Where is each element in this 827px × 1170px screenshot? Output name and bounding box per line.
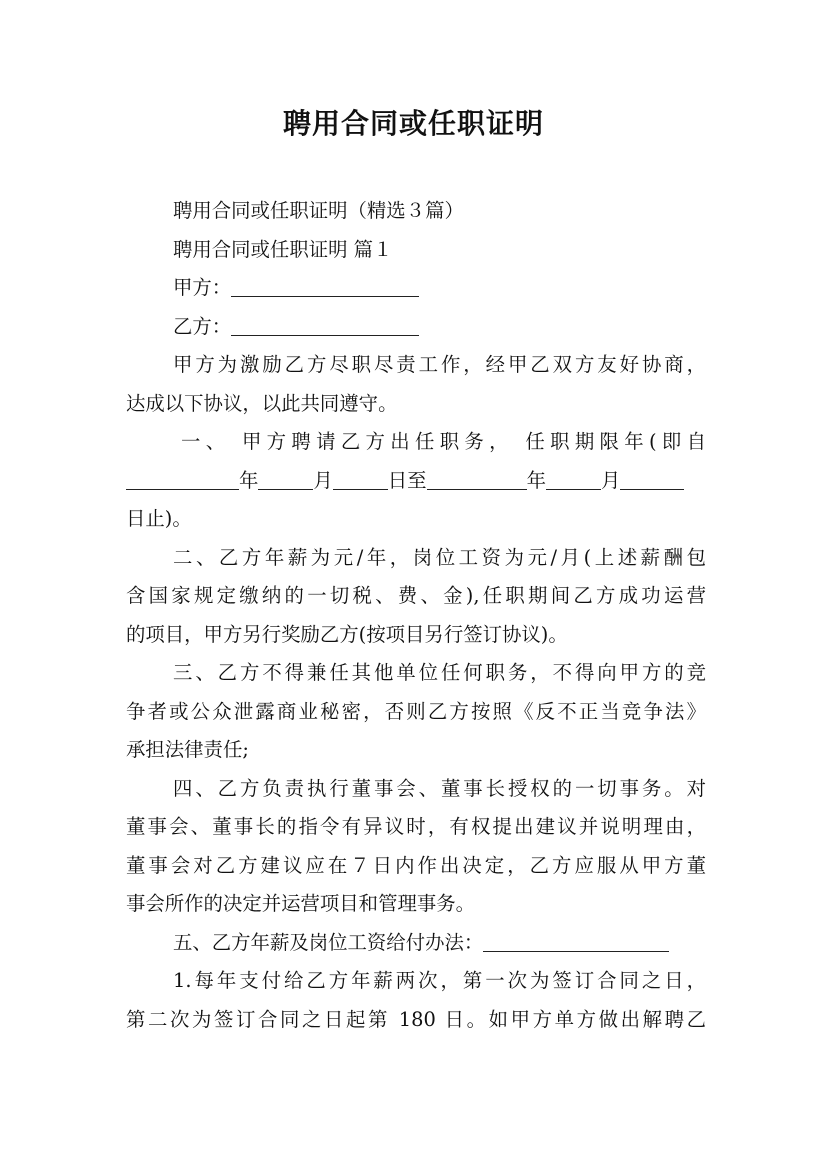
paragraph-line: 董事会对乙方建议应在７日内作出决定，乙方应服从甲方董 bbox=[126, 853, 706, 877]
paragraph-line: 董事会、董事长的指令有异议时，有权提出建议并说明理由， bbox=[126, 815, 706, 838]
subtitle-line: 聘用合同或任职证明（精选３篇） bbox=[173, 199, 464, 222]
party-b-label: 乙方： bbox=[173, 314, 232, 338]
party-a-line bbox=[126, 269, 706, 308]
paragraph-line: 达成以下协议，以此共同遵守。 bbox=[126, 391, 398, 415]
paragraph-line: 的项目，甲方另行奖励乙方(按项目另行签订协议)。 bbox=[126, 622, 568, 646]
document-title: 聘用合同或任职证明 bbox=[282, 107, 544, 140]
clause-4-line: 四、乙方负责执行董事会、董事长授权的一切事务。对 bbox=[173, 776, 706, 800]
start-year-blank bbox=[126, 467, 239, 490]
end-day-blank bbox=[620, 467, 684, 490]
paragraph-line: 事会所作的决定并运营项目和管理事务。 bbox=[126, 892, 476, 915]
paragraph-line: 日止)。 bbox=[126, 507, 192, 530]
section-heading: 聘用合同或任职证明 篇１ bbox=[173, 237, 393, 261]
clause-2-line: 二、乙方年薪为元/年，岗位工资为元/月(上述薪酬包 bbox=[173, 545, 706, 569]
document-body bbox=[126, 192, 706, 1039]
clause-1-line: 一、 甲方聘请乙方出任职务， 任职期限年(即自 bbox=[181, 430, 706, 453]
paragraph-line: 争者或公众泄露商业秘密，否则乙方按照《反不正当竞争法》 bbox=[126, 699, 706, 723]
paragraph-line: 承担法律责任; bbox=[126, 738, 249, 761]
start-month-blank bbox=[258, 467, 313, 490]
party-a-label: 甲方： bbox=[173, 276, 232, 299]
paragraph-line: 甲方为激励乙方尽职尽责工作，经甲乙双方友好协商， bbox=[173, 353, 706, 376]
clause-5-line: 五、乙方年薪及岗位工资给付办法： bbox=[126, 924, 706, 963]
paragraph-line: 含国家规定缴纳的一切税、费、金),任职期间乙方成功运营 bbox=[126, 584, 706, 607]
party-a-blank bbox=[231, 274, 419, 297]
start-day-blank bbox=[333, 467, 388, 490]
party-b-line bbox=[126, 308, 706, 347]
end-month-blank bbox=[546, 467, 601, 490]
clause-5-1-line: 1.每年支付给乙方年薪两次，第一次为签订合同之日， bbox=[173, 969, 706, 992]
end-year-blank bbox=[427, 467, 527, 490]
party-b-blank bbox=[231, 313, 419, 336]
payment-method-blank bbox=[483, 929, 669, 952]
paragraph-line: 第二次为签订合同之日起第 180 日。如甲方单方做出解聘乙 bbox=[126, 1007, 706, 1031]
clause-3-line: 三、乙方不得兼任其他单位任何职务，不得向甲方的竞 bbox=[173, 661, 706, 684]
clause-1-date-line: 年 月 日至 年 月 bbox=[126, 462, 706, 501]
